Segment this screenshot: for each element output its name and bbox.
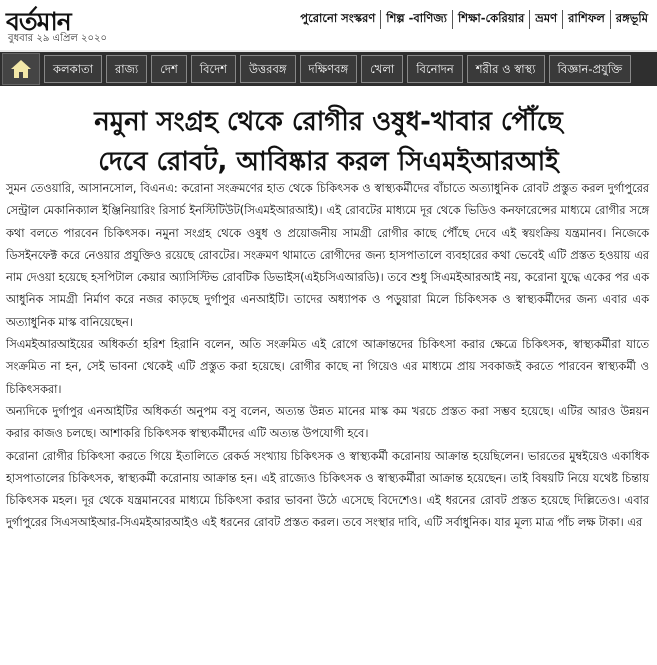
- site-header: [0, 0, 657, 46]
- headline-line-2: দেবে রোবট, আবিষ্কার করল সিএমইআরআই: [98, 147, 559, 177]
- nav-item-kolkata[interactable]: কলকাতা: [44, 55, 102, 83]
- article-paragraph: সুমন তেওয়ারি, আসানসোল, বিএনএ: করোনা সংক্রমণের হাত থেকে চিকিৎসক ও স্বাস্থ্যকর্মীদের বাঁচাতে অত্যাধুনিক রোবট প্রস্তুত করল দুর্গাপুরের সেন্ট্রাল মেকানিক্যাল ইঞ্জিনিয়ারিং রিসার্চ ইনস্টিটিউট(সিএমইআরআই)। এই রোবটের মাধ্যমে দূর থেকে ভিডিও কনফারেন্সের মাধ্যমে রোগীর সঙ্গে কথা বলতে পারবেন চিকিৎসক। নমুনা সংগ্রহ থেকে ওষুধ ও প্রয়োজনীয় সামগ্রী রোগীর কাছে পৌঁছে দেবে এই স্বয়ংক্রিয় যন্ত্রমানব। নিজেকে ডিসইনফেক্ট করে নেওয়ার প্রযুক্তিও রয়েছে রোবটের। সংক্রমণ থামাতে রোগীদের জন্য হাসপাতালে ব্যবহারের কথা ভেবেই এটি প্রস্তত হওয়ায় এর নাম দেওয়া হয়েছে হসপিটাল কেয়ার অ্যাসিস্টিভ রোবটিক ডিভাইস(এইচসিএআরডি)। তবে শুধু সিএমইআরআই নয়, করোনা যুদ্ধে একের পর এক আধুনিক সামগ্রী নির্মাণ করে নজর কাড়ছে দুর্গাপুর এনআইটি। তাদের অধ্যাপক ও পড়ুয়ারা মিলে চিকিৎসক ও স্বাস্থ্যকর্মীদের জন্য এবার এক অত্যাধুনিক মাস্ক বানিয়েছেন।: [6, 182, 649, 329]
- top-link-entertainment[interactable]: রঙ্গভূমি: [610, 10, 653, 29]
- top-link-education[interactable]: শিক্ষা-কেরিয়ার: [452, 10, 529, 29]
- article-body: [6, 178, 649, 535]
- nav-item-entertainment[interactable]: বিনোদন: [407, 55, 462, 83]
- home-button[interactable]: [2, 53, 40, 85]
- top-link-old-edition[interactable]: পুরোনো সংস্করণ: [300, 11, 376, 25]
- nav-item-state[interactable]: রাজ্য: [106, 55, 147, 83]
- article-headline: [0, 102, 657, 182]
- article-paragraph: সিএমইআরআইয়ের অধিকর্তা হরিশ হিরানি বলেন, অতি সংক্রমিত এই রোগে আক্রান্তদের চিকিৎসা করার ক্ষেত্রে চিকিৎসক, স্বাস্থ্যকর্মীরা যাতে সংক্রমিত না হন, সেই ভাবনা থেকেই এটি প্রস্তুত করা হয়েছে। রোগীর কাছে না গিয়েও এর মাধ্যমে প্রায় সবকাজই করতে পারবেন স্বাস্থ্যকর্মী ও চিকিৎসকরা।: [6, 338, 649, 396]
- top-links: [295, 10, 653, 29]
- top-link-horoscope[interactable]: রাশিফল: [562, 10, 610, 29]
- issue-date: বুধবার ২৯ এপ্রিল ২০২০: [8, 33, 108, 44]
- headline-line-1: নমুনা সংগ্রহ থেকে রোগীর ওষুধ-খাবার পৌঁছে: [94, 107, 563, 137]
- main-nav: [0, 50, 657, 86]
- site-logo[interactable]: বর্তমান: [6, 7, 71, 36]
- nav-item-sports[interactable]: খেলা: [361, 55, 403, 83]
- top-link-travel[interactable]: ভ্রমণ: [529, 10, 562, 29]
- nav-item-science-tech[interactable]: বিজ্ঞান-প্রযুক্তি: [549, 55, 632, 83]
- nav-item-world[interactable]: বিদেশ: [191, 55, 236, 83]
- article-paragraph: করোনা রোগীর চিকিৎসা করতে গিয়ে ইতালিতে রেকর্ড সংখ্যায় চিকিৎসক ও স্বাস্থ্যকর্মী করোনায় আক্রান্ত হয়েছিলেন। ভারতের মুম্বইয়েও একাধিক হাসপাতালের চিকিৎসক, স্বাস্থ্যকর্মী করোনায় আক্রান্ত হন। এই রাজ্যেও চিকিৎসক ও স্বাস্থ্যকর্মীরা আক্রান্ত হয়েছেন। তাই বিষয়টি নিয়ে যথেষ্ট চিন্তায় চিকিৎসক মহল। দূর থেকে যন্ত্রমানবের মাধ্যমে চিকিৎসা করার ভাবনা উঠে এসেছে বিদেশেও। এই ধরনের রোবট প্রস্তত হয়েছে দিল্লিতেও। এবার দুর্গাপুরের সিএসআইআর-সিএমইআরআইও এই ধরনের রোবট প্রস্তত করল। তবে সংস্থার দাবি, এটি সর্বাধুনিক। যার মূল্য মাত্র পাঁচ লক্ষ টাকা। এর: [6, 449, 649, 530]
- article-paragraph: অন্যদিকে দুর্গাপুর এনআইটির অধিকর্তা অনুপম বসু বলেন, অত্যন্ত উন্নত মানের মাস্ক কম খরচে প্রস্তত করা সম্ভব হয়েছে। এটির আরও উন্নয়ন করার কাজও চলছে। আশাকরি চিকিৎসক স্বাস্থ্যকর্মীদের এটি অত্যন্ত উপযোগী হবে।: [6, 404, 649, 441]
- top-link-business[interactable]: শিল্প -বাণিজ্য: [380, 10, 452, 29]
- nav-item-south-bengal[interactable]: দক্ষিণবঙ্গ: [300, 55, 358, 83]
- nav-item-health[interactable]: শরীর ও স্বাস্থ্য: [467, 55, 545, 83]
- nav-item-country[interactable]: দেশ: [151, 55, 187, 83]
- home-icon: [10, 59, 32, 79]
- nav-item-north-bengal[interactable]: উত্তরবঙ্গ: [240, 55, 296, 83]
